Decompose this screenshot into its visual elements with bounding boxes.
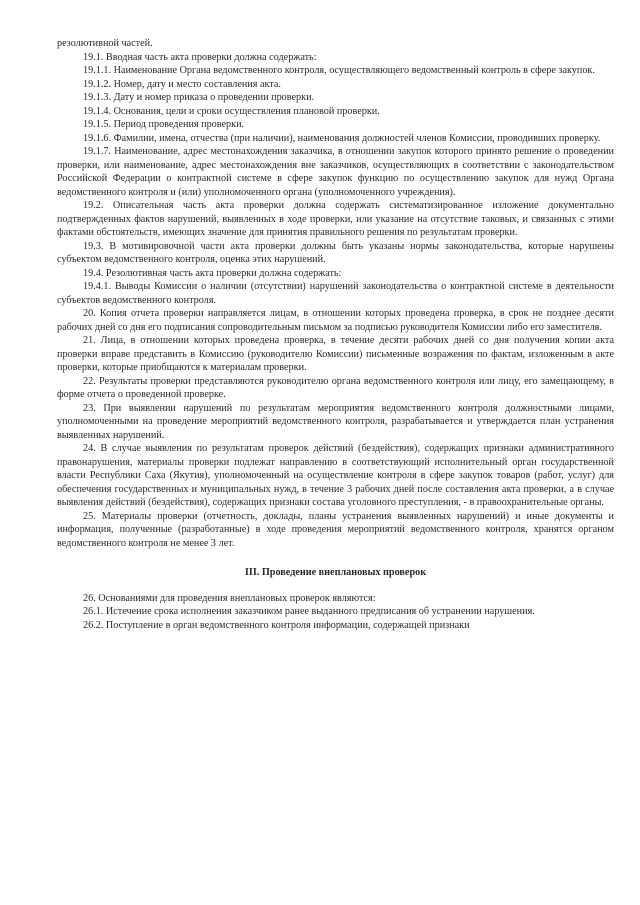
paragraph: 19.1.4. Основания, цели и сроки осуществления плановой проверки. xyxy=(83,105,380,117)
paragraph: 19.3. В мотивировочной части акта проверки должны быть указаны нормы законодательства, которые нарушены субъектом ведомственного контроля, оценка этих нарушений. xyxy=(57,240,614,265)
paragraph: 19.1. Вводная часть акта проверки должна содержать: xyxy=(83,51,317,63)
paragraph: 19.1.1. Наименование Органа ведомственного контроля, осуществляющего ведомственный контроль в сфере закупок. xyxy=(83,65,595,76)
paragraph: 26. Основаниями для проведения внеплановых проверок являются: xyxy=(83,592,376,604)
paragraph: 19.1.5. Период проведения проверки. xyxy=(83,119,245,130)
paragraph: 26.2. Поступление в орган ведомственного контроля информации, содержащей признаки xyxy=(83,619,470,631)
paragraph: 19.4.1. Выводы Комиссии о наличии (отсутствии) нарушений законодательства о контрактной системе в деятельности субъектов ведомственного контроля. xyxy=(57,281,614,306)
section-heading: III. Проведение внеплановых проверок xyxy=(244,567,427,578)
paragraph: 25. Материалы проверки (отчетность, доклады, планы устранения выявленных нарушений) и иные документы и информация, полученные (разработанные) в ходе проведения мероприятий ведомственного контроля, хранятся органом ведомственного контроля не менее 3 лет. xyxy=(57,510,614,549)
document-body xyxy=(57,37,614,550)
document-body-continued xyxy=(57,592,614,633)
paragraph: 19.1.6. Фамилии, имена, отчества (при наличии), наименования должностей членов Комиссии, проводивших проверку. xyxy=(83,132,601,144)
paragraph: 19.1.3. Дату и номер приказа о проведении проверки. xyxy=(83,92,315,103)
paragraph: 20. Копия отчета проверки направляется лицам, в отношении которых проведена проверка, в срок не позднее десяти рабочих дней со дня его подписания сопроводительным письмом за подписью руководителя Комиссии либо его заместителя. xyxy=(57,308,614,333)
paragraph: 19.1.7. Наименование, адрес местонахождения заказчика, в отношении закупок которого принято решение о проведении проверки, или наименование, адрес местонахождения вне заказчиков, осуществляющих в соответствии с законодательством Российской Федерации о контрактной системе в сфере закупок функцию по осуществлению закупок для нужд Органа ведомственного контроля и (или) уполномоченного органа (уполномоченного учреждения). xyxy=(57,146,614,198)
paragraph: 22. Результаты проверки представляются руководителю органа ведомственного контроля или лицу, его замещающему, в форме отчета о проведенной проверке. xyxy=(57,375,614,400)
paragraph: 19.2. Описательная часть акта проверки должна содержать систематизированное изложение документально подтвержденных фактов нарушений, выявленных в ходе проверки, или указание на отсутствие таковых, и связанных с этими фактами обстоятельств, имеющих значение для принятия правильного решения по результатам проверки. xyxy=(57,200,614,238)
paragraph: 23. При выявлении нарушений по результатам мероприятия ведомственного контроля должностными лицами, уполномоченными на проведение мероприятий ведомственного контроля, разрабатывается и утверждается план устранения выявленных нарушений. xyxy=(57,402,614,441)
paragraph: 19.1.2. Номер, дату и место составления акта. xyxy=(83,78,281,90)
paragraph: 26.1. Истечение срока исполнения заказчиком ранее выданного предписания об устранении нарушения. xyxy=(83,606,535,617)
paragraph: резолютивной частей. xyxy=(57,38,153,49)
paragraph: 19.4. Резолютивная часть акта проверки должна содержать: xyxy=(83,267,342,279)
paragraph: 21. Лица, в отношении которых проведена проверка, в течение десяти рабочих дней со дня получения копии акта проверки вправе представить в Комиссию (руководителю Комиссии) письменные возражения по фактам, изложенным в акте проверки, которые приобщаются к материалам проверки. xyxy=(57,335,614,373)
paragraph: 24. В случае выявления по результатам проверок действий (бездействия), содержащих признаки административного правонарушения, материалы проверки подлежат направлению в соответствующий исполнительный орган государственной власти Республики Саха (Якутия), уполномоченный на осуществление контроля в сфере закупок товаров (работ, услуг) для обеспечения государственных и муниципальных нужд, в течение 3 рабочих дней после составления акта проверки, а в случае выявления действий (бездействия), содержащих признаки состава уголовного преступления, - в правоохранительные органы. xyxy=(57,443,614,508)
